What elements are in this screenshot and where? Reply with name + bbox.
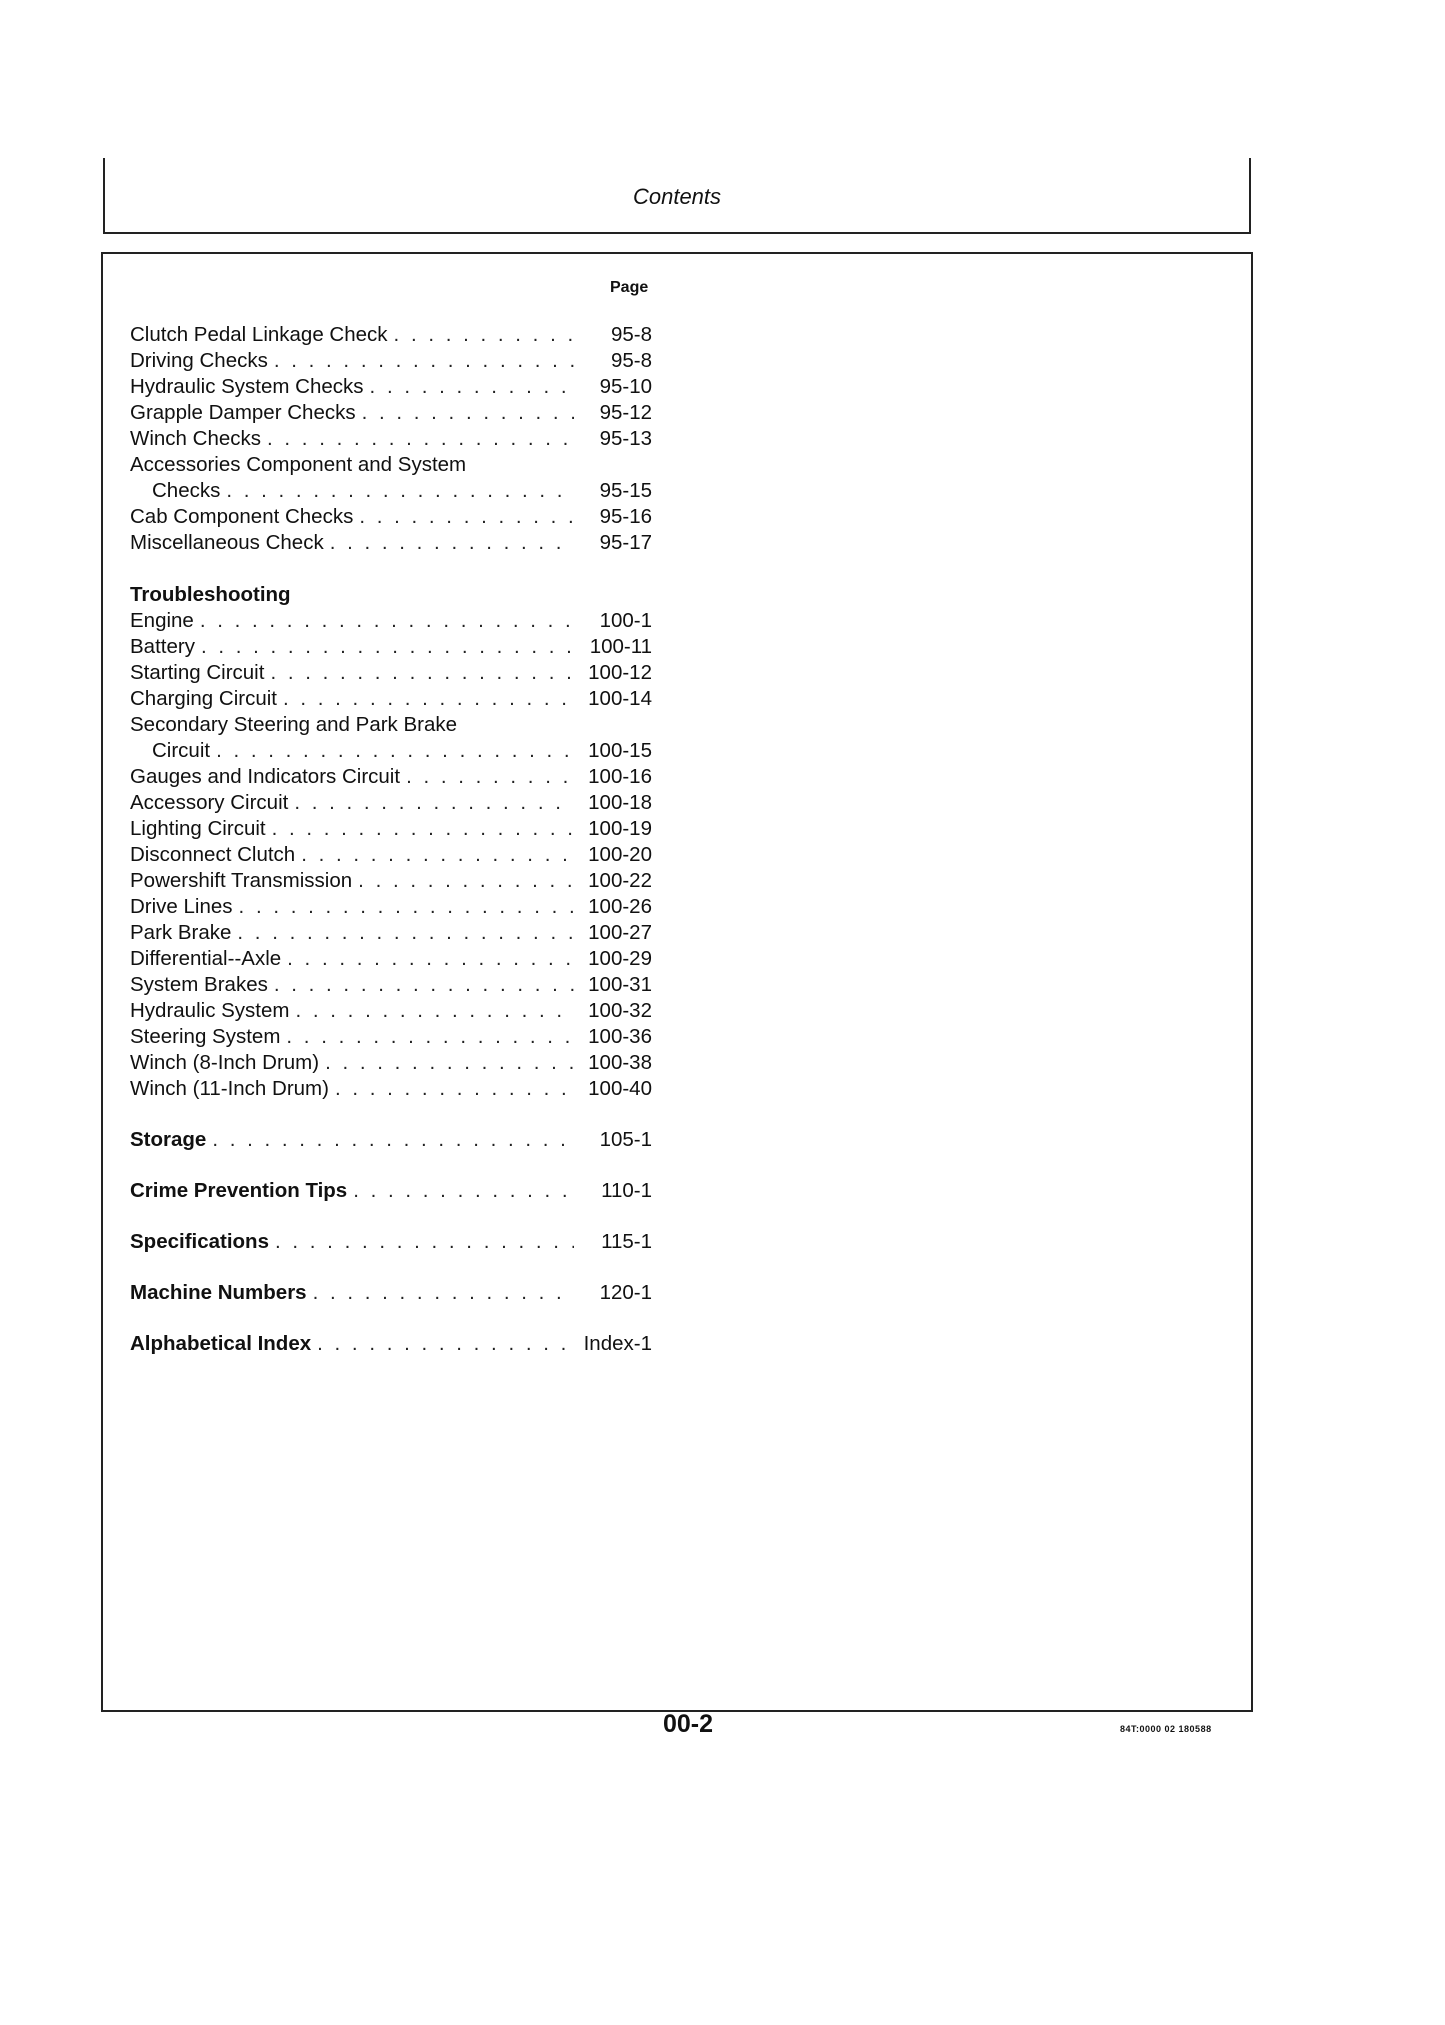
dot-leader — [216, 738, 574, 764]
dot-leader — [353, 1178, 574, 1204]
toc-entry-accessories-component-checks[interactable] — [130, 478, 652, 504]
toc-entry-title: Battery — [130, 635, 195, 658]
toc-entry-page: 95-10 — [599, 375, 652, 398]
toc-entry-hydraulic-system[interactable] — [130, 998, 652, 1024]
contents-header-box — [103, 158, 1251, 234]
toc-entry-title: Lighting Circuit — [130, 817, 266, 840]
toc-section-title: Specifications — [130, 1230, 269, 1253]
toc-entry-title: Charging Circuit — [130, 687, 277, 710]
dot-leader — [201, 634, 574, 660]
dot-leader — [370, 374, 574, 400]
toc-entry-winch-checks[interactable] — [130, 426, 652, 452]
toc-entry-title: Gauges and Indicators Circuit — [130, 765, 401, 788]
toc-entry-page: 95-12 — [599, 401, 652, 424]
toc-entry-page: 100-29 — [588, 947, 652, 970]
dot-leader — [287, 946, 574, 972]
toc-entry-title: Grapple Damper Checks — [130, 401, 356, 424]
toc-entry-page: 100-18 — [588, 791, 652, 814]
toc-entry-disconnect-clutch[interactable] — [130, 842, 652, 868]
toc-entry-title: Checks — [152, 479, 221, 502]
toc-section-alphabetical-index[interactable] — [130, 1331, 652, 1357]
toc-entry-grapple-damper-checks[interactable] — [130, 400, 652, 426]
toc-section-title: Machine Numbers — [130, 1281, 307, 1304]
toc-entry-title: Winch Checks — [130, 427, 262, 450]
dot-leader — [394, 322, 574, 348]
toc-section-page: Index-1 — [583, 1332, 652, 1355]
toc-entry-page: 100-19 — [588, 817, 652, 840]
document-code: 84T:0000 02 180588 — [1120, 1724, 1212, 1734]
toc-entry-hydraulic-system-checks[interactable] — [130, 374, 652, 400]
dot-leader — [283, 686, 574, 712]
toc-entry-title: Starting Circuit — [130, 661, 265, 684]
toc-entry-title: Driving Checks — [130, 349, 268, 372]
toc-entry-title: Miscellaneous Check — [130, 531, 324, 554]
spacer — [130, 1255, 652, 1280]
toc-entry-accessory-circuit[interactable] — [130, 790, 652, 816]
toc-entry-clutch-pedal-linkage-check[interactable] — [130, 322, 652, 348]
toc-section-specifications[interactable] — [130, 1229, 652, 1255]
dot-leader — [239, 894, 574, 920]
toc-entry-title: Differential--Axle — [130, 947, 282, 970]
page-number: 00-2 — [662, 1710, 714, 1738]
toc-entry-page: 100-14 — [588, 687, 652, 710]
toc-entry-gauges-indicators-circuit[interactable] — [130, 764, 652, 790]
toc-entry-page: 95-8 — [610, 323, 652, 346]
toc-entry-title: Hydraulic System Checks — [130, 375, 364, 398]
toc-entry-page: 100-32 — [588, 999, 652, 1022]
spacer — [130, 1153, 652, 1178]
toc-entry-battery[interactable] — [130, 634, 652, 660]
toc-entry-page: 95-16 — [599, 505, 652, 528]
toc-entry-title: Hydraulic System — [130, 999, 290, 1022]
toc-entry-lighting-circuit[interactable] — [130, 816, 652, 842]
toc-entry-title: Circuit — [152, 739, 211, 762]
toc-entry-page: 100-26 — [588, 895, 652, 918]
toc-entry-title: Winch (11-Inch Drum) — [130, 1077, 329, 1100]
toc-entry-secondary-steering-circuit[interactable] — [130, 738, 652, 764]
toc-entry-page: 100-27 — [588, 921, 652, 944]
table-of-contents — [130, 322, 652, 1357]
spacer — [130, 1306, 652, 1331]
toc-entry-title: Accessory Circuit — [130, 791, 289, 814]
toc-section-page: 115-1 — [601, 1230, 652, 1253]
toc-entry-title: Powershift Transmission — [130, 869, 353, 892]
section-heading-troubleshooting: Troubleshooting — [130, 583, 291, 606]
dot-leader — [237, 920, 574, 946]
dot-leader — [362, 400, 574, 426]
toc-entry-differential-axle[interactable] — [130, 946, 652, 972]
dot-leader — [335, 1076, 574, 1102]
dot-leader — [358, 868, 574, 894]
toc-entry-steering-system[interactable] — [130, 1024, 652, 1050]
toc-section-title: Crime Prevention Tips — [130, 1179, 348, 1202]
toc-entry-powershift-transmission[interactable] — [130, 868, 652, 894]
toc-entry-title: Engine — [130, 609, 194, 632]
toc-entry-title: Cab Component Checks — [130, 505, 354, 528]
spacer — [130, 1102, 652, 1127]
dot-leader — [301, 842, 574, 868]
toc-section-machine-numbers[interactable] — [130, 1280, 652, 1306]
toc-entry-title-line1: Accessories Component and System — [130, 453, 467, 476]
toc-entry-starting-circuit[interactable] — [130, 660, 652, 686]
dot-leader — [294, 790, 574, 816]
toc-entry-page: 100-22 — [588, 869, 652, 892]
dot-leader — [286, 1024, 574, 1050]
contents-title: Contents — [632, 184, 722, 209]
dot-leader — [200, 608, 574, 634]
toc-entry-title: Disconnect Clutch — [130, 843, 296, 866]
dot-leader — [270, 660, 574, 686]
dot-leader — [330, 530, 574, 556]
spacer — [130, 1204, 652, 1229]
dot-leader — [212, 1127, 574, 1153]
toc-entry-page: 100-38 — [588, 1051, 652, 1074]
toc-entry-title-line1: Secondary Steering and Park Brake — [130, 713, 458, 736]
dot-leader — [317, 1331, 574, 1357]
toc-section-storage[interactable] — [130, 1127, 652, 1153]
toc-entry-page: 100-1 — [599, 609, 652, 632]
toc-entry-cab-component-checks[interactable] — [130, 504, 652, 530]
toc-entry-page: 100-40 — [588, 1077, 652, 1100]
toc-section-page: 120-1 — [599, 1281, 652, 1304]
toc-entry-page: 100-12 — [588, 661, 652, 684]
dot-leader — [296, 998, 575, 1024]
toc-entry-title: Clutch Pedal Linkage Check — [130, 323, 388, 346]
dot-leader — [313, 1280, 574, 1306]
toc-entry-page: 100-36 — [588, 1025, 652, 1048]
dot-leader — [359, 504, 574, 530]
toc-entry-engine[interactable] — [130, 608, 652, 634]
toc-entry-title: Winch (8-Inch Drum) — [130, 1051, 320, 1074]
page-column-label: Page — [610, 279, 649, 296]
toc-entry-page: 95-8 — [610, 349, 652, 372]
toc-entry-page: 100-15 — [588, 739, 652, 762]
toc-entry-drive-lines[interactable] — [130, 894, 652, 920]
dot-leader — [272, 816, 574, 842]
toc-entry-page: 95-17 — [599, 531, 652, 554]
toc-entry-winch-8-inch-drum[interactable] — [130, 1050, 652, 1076]
dot-leader — [267, 426, 574, 452]
toc-entry-charging-circuit[interactable] — [130, 686, 652, 712]
dot-leader — [406, 764, 574, 790]
toc-entry-page: 95-15 — [599, 479, 652, 502]
toc-entry-title: Steering System — [130, 1025, 281, 1048]
toc-entry-page: 95-13 — [599, 427, 652, 450]
toc-entry-page: 100-11 — [589, 635, 652, 658]
toc-entry-system-brakes[interactable] — [130, 972, 652, 998]
toc-entry-miscellaneous-check[interactable] — [130, 530, 652, 556]
toc-section-page: 110-1 — [601, 1179, 652, 1202]
toc-entry-winch-11-inch-drum[interactable] — [130, 1076, 652, 1102]
toc-section-title: Alphabetical Index — [130, 1332, 312, 1355]
dot-leader — [274, 972, 574, 998]
toc-entry-title: Park Brake — [130, 921, 232, 944]
dot-leader — [275, 1229, 574, 1255]
toc-entry-page: 100-16 — [588, 765, 652, 788]
dot-leader — [274, 348, 574, 374]
toc-entry-title: System Brakes — [130, 973, 268, 996]
dot-leader — [226, 478, 574, 504]
toc-entry-driving-checks[interactable] — [130, 348, 652, 374]
toc-entry-title: Drive Lines — [130, 895, 233, 918]
dot-leader — [325, 1050, 574, 1076]
toc-section-page: 105-1 — [599, 1128, 652, 1151]
toc-entry-page: 100-20 — [588, 843, 652, 866]
toc-section-title: Storage — [130, 1128, 207, 1151]
toc-entry-park-brake[interactable] — [130, 920, 652, 946]
toc-entry-page: 100-31 — [588, 973, 652, 996]
toc-section-crime-prevention-tips[interactable] — [130, 1178, 652, 1204]
